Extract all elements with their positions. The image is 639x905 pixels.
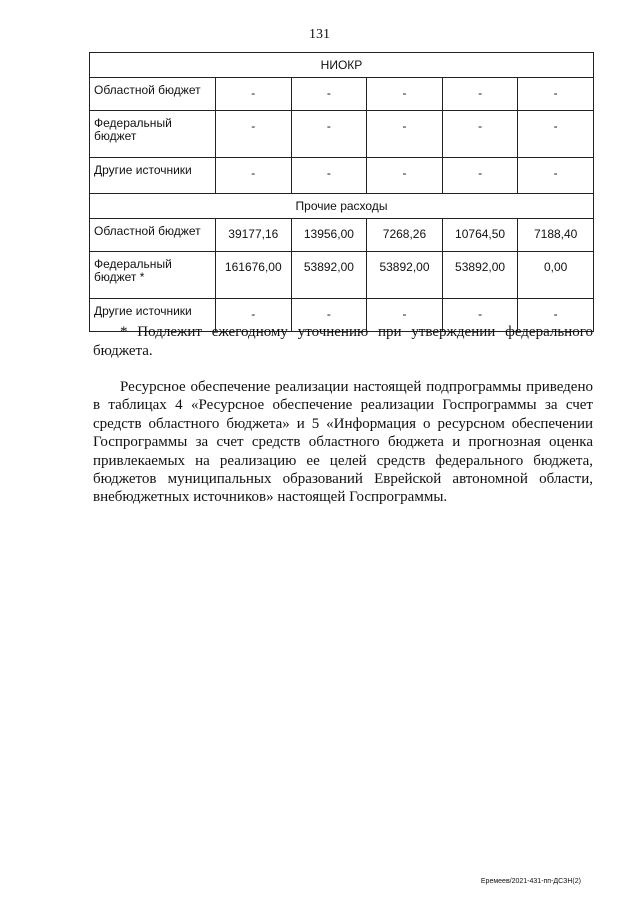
table-cell: - xyxy=(291,111,367,158)
page-number: 131 xyxy=(309,27,330,42)
table-cell: - xyxy=(442,78,518,111)
row-label: Другие источники xyxy=(90,158,216,194)
table-cell: 0,00 xyxy=(518,252,594,299)
table-cell: - xyxy=(442,158,518,194)
footnote: * Подлежит ежегодному уточнению при утверждении федерального бюджета. xyxy=(93,324,593,359)
body-paragraph: Ресурсное обеспечение реализации настоящей подпрограммы приведено в таблицах 4 «Ресурсное обеспечение реализации Госпрограммы за счет средств областного бюджета» и 5 «Информация о ресурсном обеспечении Госпрограммы за счет средств областного бюджета и прогнозная оценка привлекаемых на реализацию ее целей средств федерального бюджета, бюджетов муниципальных образований Еврейской автономной области, внебюджетных источников» настоящей Госпрограммы. xyxy=(93,379,593,506)
table-cell: 7268,26 xyxy=(367,219,443,252)
row-label: Другие источники xyxy=(90,299,216,332)
section-header-row xyxy=(90,53,594,78)
table-cell: 53892,00 xyxy=(291,252,367,299)
table-cell: - xyxy=(216,299,292,332)
table-row xyxy=(90,158,594,194)
table-cell: - xyxy=(518,111,594,158)
section-title: Прочие расходы xyxy=(90,194,594,219)
section-title: НИОКР xyxy=(90,53,594,78)
table-cell: 13956,00 xyxy=(291,219,367,252)
row-label: Областной бюджет xyxy=(90,219,216,252)
row-label: Федеральный бюджет xyxy=(90,111,216,158)
table-cell: - xyxy=(518,158,594,194)
table-cell: - xyxy=(367,78,443,111)
table-cell: 39177,16 xyxy=(216,219,292,252)
table-cell: - xyxy=(367,158,443,194)
row-label: Федеральный бюджет * xyxy=(90,252,216,299)
table-cell: 7188,40 xyxy=(518,219,594,252)
section-header-row xyxy=(90,194,594,219)
budget-table xyxy=(89,52,594,332)
table-cell: - xyxy=(518,78,594,111)
table-cell: - xyxy=(442,299,518,332)
table-row xyxy=(90,111,594,158)
table-cell: - xyxy=(367,299,443,332)
table-cell: 53892,00 xyxy=(442,252,518,299)
table-cell: 53892,00 xyxy=(367,252,443,299)
table-cell: - xyxy=(291,78,367,111)
table-row xyxy=(90,252,594,299)
table-cell: - xyxy=(367,111,443,158)
table-cell: - xyxy=(518,299,594,332)
table-cell: 161676,00 xyxy=(216,252,292,299)
table-row xyxy=(90,219,594,252)
table-cell: - xyxy=(291,158,367,194)
table-cell: - xyxy=(216,111,292,158)
table-cell: - xyxy=(291,299,367,332)
row-label: Областной бюджет xyxy=(90,78,216,111)
table-cell: - xyxy=(216,78,292,111)
table-cell: - xyxy=(442,111,518,158)
document-signature: Еремеев/2021-431-пп-ДСЗН(2) xyxy=(480,878,581,885)
table-row xyxy=(90,78,594,111)
table-cell: 10764,50 xyxy=(442,219,518,252)
table-cell: - xyxy=(216,158,292,194)
